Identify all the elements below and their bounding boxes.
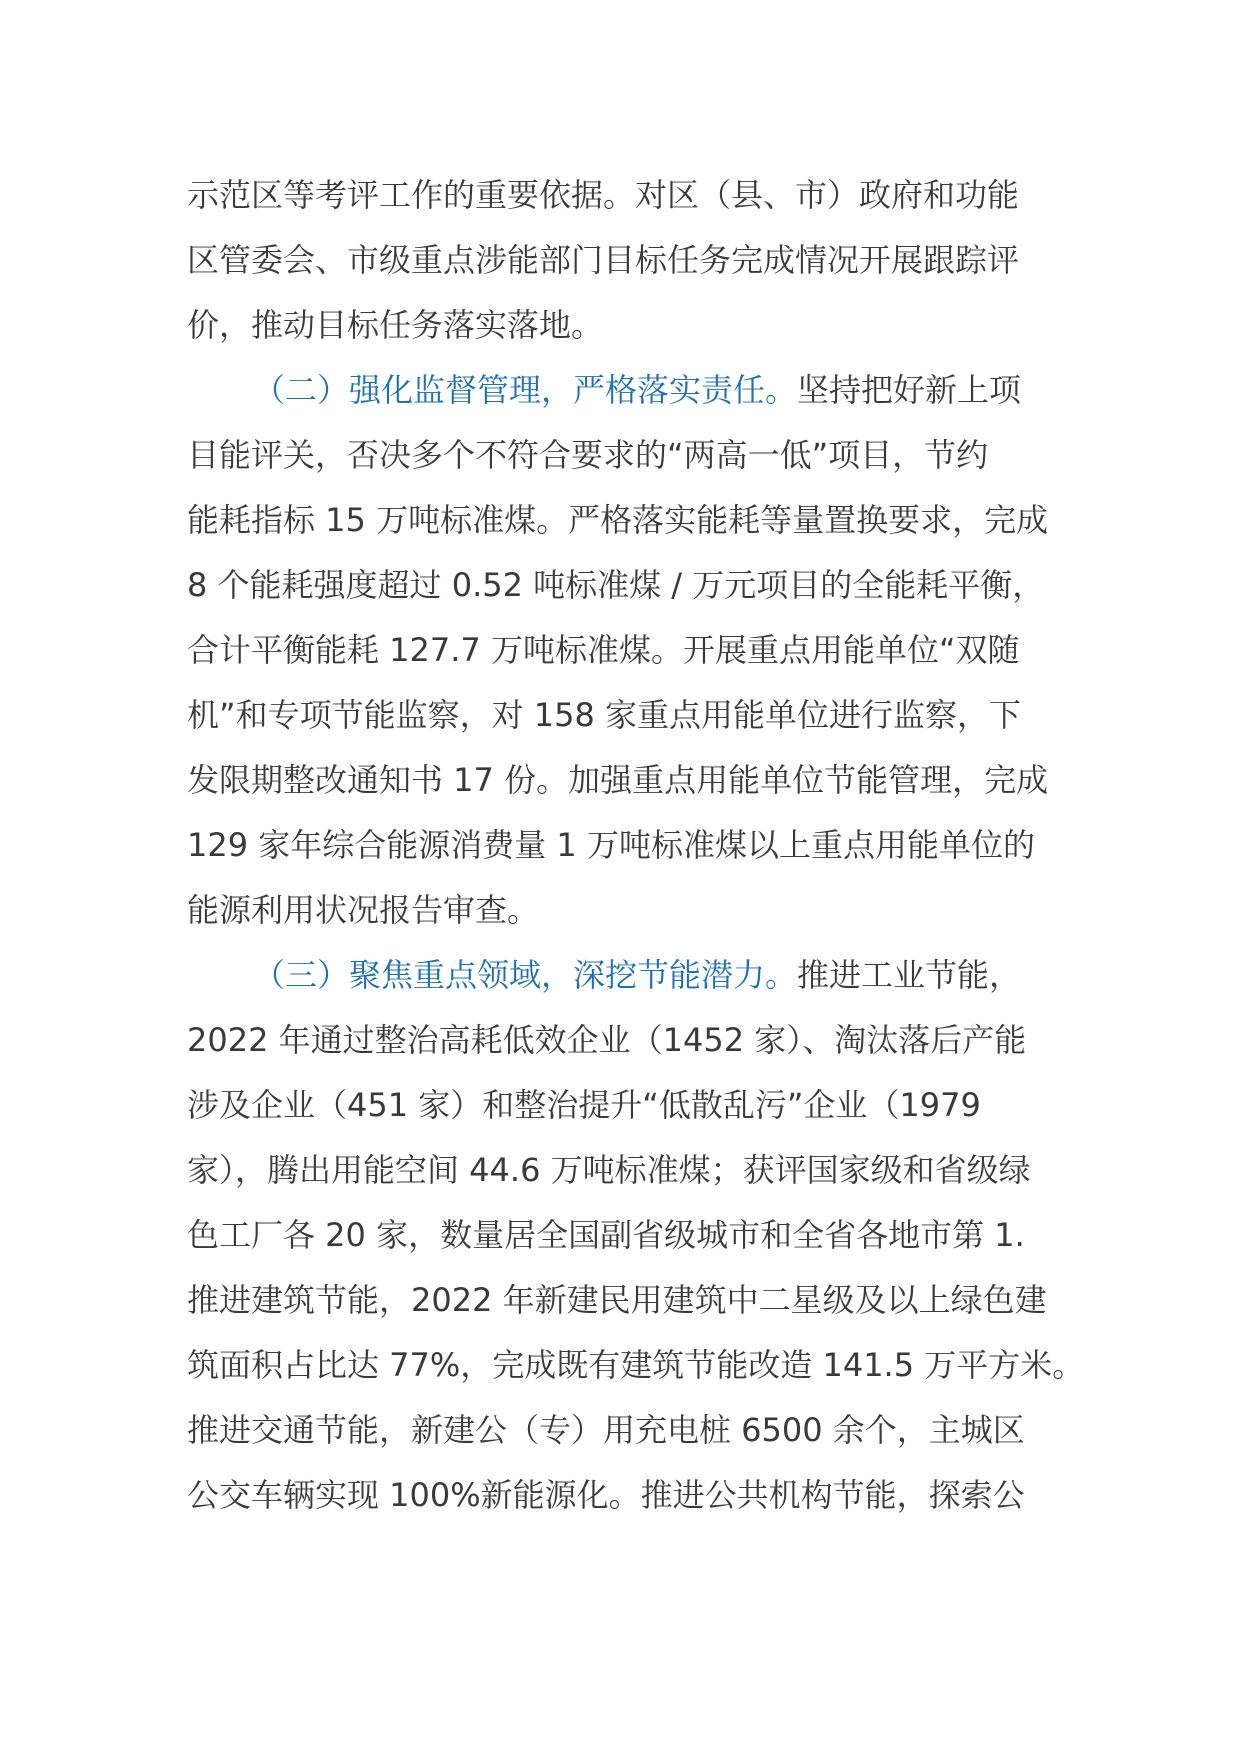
text-line: 示范区等考评工作的重要依据。对区（县、市）政府和功能 [187, 176, 1020, 214]
text-line: 推进交通节能，新建公（专）用充电桩 6500 余个，主城区 [187, 1411, 1025, 1449]
paragraph-1 [187, 163, 1067, 358]
document-body [187, 163, 1085, 1528]
paragraph-2 [187, 358, 1067, 943]
text-line: 能源利用状况报告审查。 [187, 891, 540, 929]
text-run: 坚持把好新上项 [797, 371, 1022, 409]
text-line: 机”和专项节能监察，对 158 家重点用能单位进行监察，下 [187, 696, 1022, 734]
text-line: 目能评关，否决多个不符合要求的“两高一低”项目，节约 [187, 436, 989, 474]
text-line-first [187, 358, 1067, 423]
section-heading-2: （二）强化监督管理，严格落实责任。 [253, 371, 798, 409]
text-line: 家），腾出用能空间 44.6 万吨标准煤；获评国家级和省级绿 [187, 1151, 1031, 1189]
text-line: 公交车辆实现 100%新能源化。推进公共机构节能，探索公 [187, 1476, 1025, 1514]
section-heading-3: （三）聚焦重点领域，深挖节能潜力。 [253, 956, 798, 994]
text-line: 涉及企业（451 家）和整治提升“低散乱污”企业（1979 [187, 1086, 981, 1124]
text-line: 色工厂各 20 家，数量居全国副省级城市和全省各地市第 1. [187, 1216, 1025, 1254]
text-run: 推进工业节能， [797, 956, 1022, 994]
text-line: 筑面积占比达 77%，完成既有建筑节能改造 141.5 万平方米。 [187, 1346, 1085, 1384]
text-line: 合计平衡能耗 127.7 万吨标准煤。开展重点用能单位“双随 [187, 631, 1020, 669]
paragraph-3 [187, 943, 1085, 1528]
text-line: 8 个能耗强度超过 0.52 吨标准煤 / 万元项目的全能耗平衡， [187, 566, 1045, 604]
text-line: 区管委会、市级重点涉能部门目标任务完成情况开展跟踪评 [187, 241, 1020, 279]
text-line: 能耗指标 15 万吨标准煤。严格落实能耗等量置换要求，完成 [187, 501, 1049, 539]
text-line-first [187, 943, 1067, 1008]
text-line: 129 家年综合能源消费量 1 万吨标准煤以上重点用能单位的 [187, 826, 1035, 864]
text-line: 价，推动目标任务落实落地。 [187, 306, 604, 344]
text-line: 2022 年通过整治高耗低效企业（1452 家）、淘汰落后产能 [187, 1021, 1027, 1059]
text-line: 发限期整改通知书 17 份。加强重点用能单位节能管理，完成 [187, 761, 1049, 799]
text-line: 推进建筑节能，2022 年新建民用建筑中二星级及以上绿色建 [187, 1281, 1047, 1319]
